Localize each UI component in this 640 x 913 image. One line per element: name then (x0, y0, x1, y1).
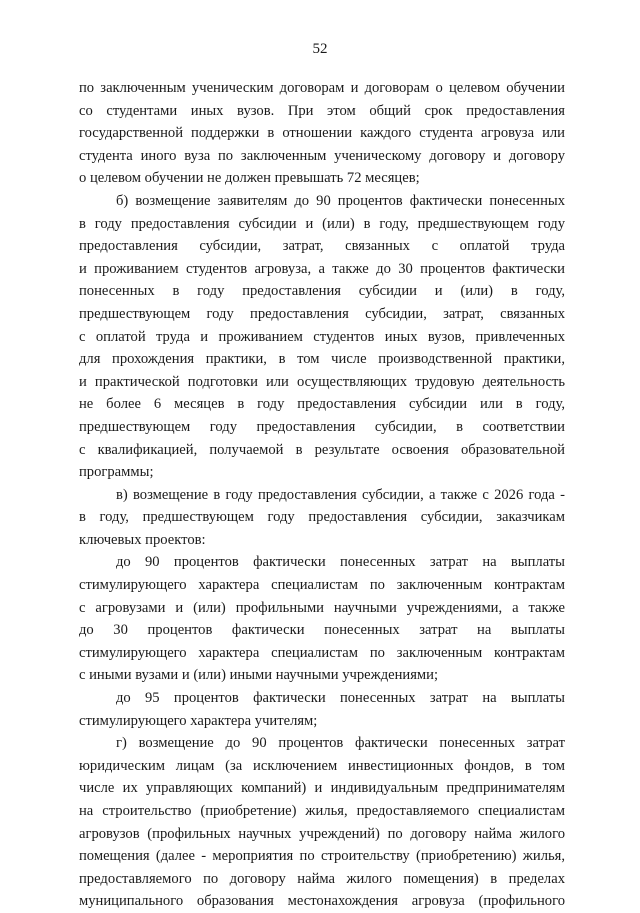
text-line: до 95 процентов фактически понесенных затрат на выплаты (116, 690, 565, 707)
text-line: о целевом обучении не должен превышать 72 месяцев; (79, 170, 420, 187)
text-line: в году предоставления субсидии и (или) в году, предшествующем году (79, 215, 565, 232)
text-line: и практической подготовки или осуществляющих трудовую деятельность (79, 373, 565, 390)
text-line: с квалификацией, получаемой в результате освоения образовательной (79, 441, 565, 458)
text-line: стимулирующего характера учителям; (79, 712, 318, 729)
text-line: муниципального образования местонахождения агровуза (профильного (79, 893, 565, 910)
text-line: с агровузами и (или) профильными научными учреждениями, а также (79, 599, 565, 616)
text-line: до 90 процентов фактически понесенных затрат на выплаты (116, 554, 565, 571)
text-line: программы; (79, 464, 154, 481)
text-line: до 30 процентов фактически понесенных затрат на выплаты (79, 622, 565, 639)
page-number: 52 (312, 41, 328, 57)
text-line: на строительство (приобретение) жилья, предоставляемого специалистам (79, 803, 565, 819)
text-line: с оплатой труда и проживанием студентов иных вузов, привлеченных (79, 328, 565, 345)
text-line: предоставления субсидии, затрат, связанных с оплатой труда (79, 238, 565, 255)
text-line: в году, предшествующем году предоставления субсидии, заказчикам (79, 509, 565, 526)
text-line: г) возмещение до 90 процентов фактически понесенных затрат (116, 735, 565, 752)
text-line: со студентами иных вузов. При этом общий срок предоставления (79, 102, 565, 119)
text-line: предшествующем году предоставления субсидии, в соответствии (79, 418, 565, 435)
text-line: предшествующем году предоставления субсидии, затрат, связанных (79, 305, 565, 322)
text-line: б) возмещение заявителям до 90 процентов фактически понесенных (116, 192, 565, 209)
text-line: для прохождения практики, в том числе производственной практики, (79, 351, 565, 368)
text-line: и проживанием студентов агровуза, а также до 30 процентов фактически (79, 260, 565, 277)
document-body (79, 77, 565, 913)
text-line: с иными вузами и (или) иными научными учреждениями; (79, 667, 439, 684)
text-line: помещения (далее - мероприятия по строительству (приобретению) жилья, (79, 848, 565, 865)
text-line: студента иного вуза по заключенным ученическому договору и договору (79, 147, 565, 164)
text-line: понесенных в году предоставления субсидии и (или) в году, (79, 283, 565, 300)
text-line: агровузов (профильных научных учреждений) по договору найма жилого (79, 825, 565, 842)
text-line: предоставляемого по договору найма жилого помещения) в пределах (79, 870, 565, 887)
text-line: ключевых проектов: (79, 531, 206, 548)
text-line: юридическим лицам (за исключением инвестиционных фондов, в том (79, 757, 565, 774)
text-line: не более 6 месяцев в году предоставления субсидии или в году, (79, 396, 565, 413)
text-line: стимулирующего характера специалистам по заключенным контрактам (79, 577, 565, 594)
text-line: стимулирующего характера специалистам по заключенным контрактам (79, 644, 565, 661)
text-line: государственной поддержки в отношении каждого студента агровуза или (79, 125, 565, 142)
text-line: в) возмещение в году предоставления субсидии, а также с 2026 года - (116, 486, 565, 503)
text-line: по заключенным ученическим договорам и договорам о целевом обучении (79, 80, 565, 96)
text-line: числе их управляющих компаний) и индивидуальным предпринимателям (79, 780, 565, 797)
